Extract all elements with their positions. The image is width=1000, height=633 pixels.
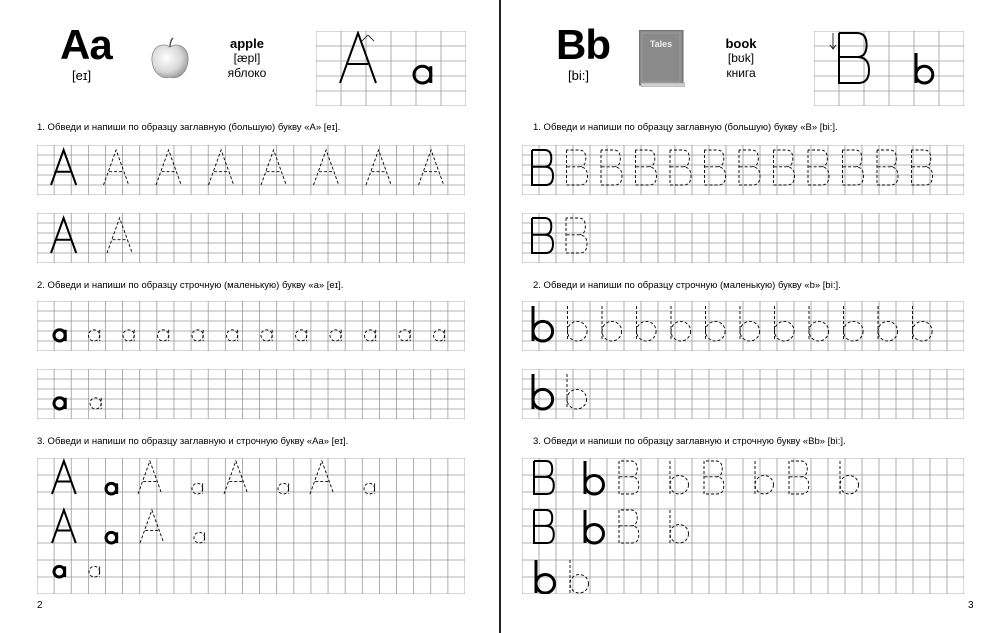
task-2-instruction: 2. Обведи и напиши по образцу строчную (маленькую) букву «a» [eɪ]. <box>37 280 344 291</box>
trace-letter-b <box>755 461 773 494</box>
word-russian: книга <box>726 66 756 80</box>
trace-letter-B <box>619 510 639 543</box>
trace-letter-a <box>399 330 410 341</box>
sample-letters-grid <box>814 31 964 106</box>
trace-letter-A <box>138 461 162 494</box>
sample-letter-B <box>839 33 869 83</box>
sample-letter-a <box>54 398 65 409</box>
trace-letter-a <box>364 483 375 494</box>
sample-letter-a <box>106 483 117 494</box>
trace-letter-a <box>227 330 238 341</box>
task-1-instruction: 1. Обведи и напиши по образцу заглавную (большую) букву «A» [eɪ]. <box>37 122 341 133</box>
header-ipa: [bi:] <box>568 68 589 83</box>
sample-letter-a <box>54 330 65 341</box>
practice-grid-uppercase-trace <box>522 145 964 195</box>
trace-letter-a <box>123 330 134 341</box>
trace-letter-a <box>192 330 203 341</box>
trace-letter-B <box>704 461 724 494</box>
trace-letter-b <box>670 461 688 494</box>
trace-letter-a <box>296 330 307 341</box>
header-letters: Aa <box>60 21 112 68</box>
trace-letter-A <box>310 461 334 494</box>
practice-grid-uppercase-trace <box>37 145 465 195</box>
sample-letter-a <box>414 66 431 83</box>
word-ipa: [bʊk] <box>727 51 755 65</box>
word-english: apple <box>230 36 264 51</box>
page-number: 2 <box>37 600 43 611</box>
sample-letter-a <box>106 532 117 543</box>
page-letter-b <box>501 0 1000 633</box>
header-ipa: [eɪ] <box>72 68 92 83</box>
practice-grid-mixed <box>37 458 465 594</box>
sample-letter-A <box>52 461 76 494</box>
trace-letter-a <box>89 566 100 577</box>
trace-letter-a <box>434 330 445 341</box>
sample-letter-A <box>340 33 376 83</box>
page-number: 3 <box>968 600 974 611</box>
sample-letter-b <box>585 461 603 494</box>
apple-icon <box>150 37 190 81</box>
trace-letter-B <box>789 461 809 494</box>
practice-grid-uppercase-write <box>522 213 964 263</box>
sample-letter-b <box>585 510 603 543</box>
word-russian: яблоко <box>227 66 267 80</box>
stroke-arrow-icon <box>362 35 374 41</box>
trace-letter-a <box>89 330 100 341</box>
trace-letter-a <box>365 330 376 341</box>
sample-letter-b <box>916 53 933 83</box>
trace-letter-a <box>278 483 289 494</box>
sample-letter-B <box>534 461 554 494</box>
trace-letter-a <box>90 398 101 409</box>
trace-letter-B <box>619 461 639 494</box>
trace-letter-b <box>670 510 688 543</box>
word-english: book <box>725 36 757 51</box>
trace-letter-b <box>840 461 858 494</box>
sample-letter-A <box>52 510 76 543</box>
task-1-instruction: 1. Обведи и напиши по образцу заглавную (большую) букву «B» [bi:]. <box>533 122 838 133</box>
task-2-instruction: 2. Обведи и напиши по образцу строчную (маленькую) букву «b» [bi:]. <box>533 280 841 291</box>
book-label: Tales <box>649 39 673 49</box>
practice-grid-lowercase-write <box>522 369 964 419</box>
practice-grid-lowercase-trace <box>522 301 964 351</box>
word-ipa: [æpl] <box>233 51 261 65</box>
word-block <box>222 36 272 81</box>
sample-letter-a <box>54 566 65 577</box>
sample-letter-B <box>534 510 554 543</box>
page-letter-a <box>0 0 499 633</box>
trace-letter-a <box>330 330 341 341</box>
word-block <box>716 36 766 81</box>
task-3-instruction: 3. Обведи и напиши по образцу заглавную и строчную букву «Aa» [eɪ]. <box>37 436 349 447</box>
trace-letter-a <box>192 483 203 494</box>
stroke-arrow-icon <box>830 33 836 49</box>
trace-letter-a <box>158 330 169 341</box>
sample-letters-grid <box>316 31 466 106</box>
task-3-instruction: 3. Обведи и напиши по образцу заглавную и строчную букву «Bb» [bi:]. <box>533 436 846 447</box>
practice-grid-lowercase-trace <box>37 301 465 351</box>
practice-grid-uppercase-write <box>37 213 465 263</box>
trace-letter-a <box>194 532 205 543</box>
trace-letter-A <box>224 461 248 494</box>
practice-grid-lowercase-write <box>37 369 465 419</box>
practice-grid-mixed <box>522 458 964 594</box>
trace-letter-a <box>261 330 272 341</box>
trace-letter-A <box>140 510 164 543</box>
book-icon <box>639 30 685 87</box>
header-letters: Bb <box>556 21 610 68</box>
